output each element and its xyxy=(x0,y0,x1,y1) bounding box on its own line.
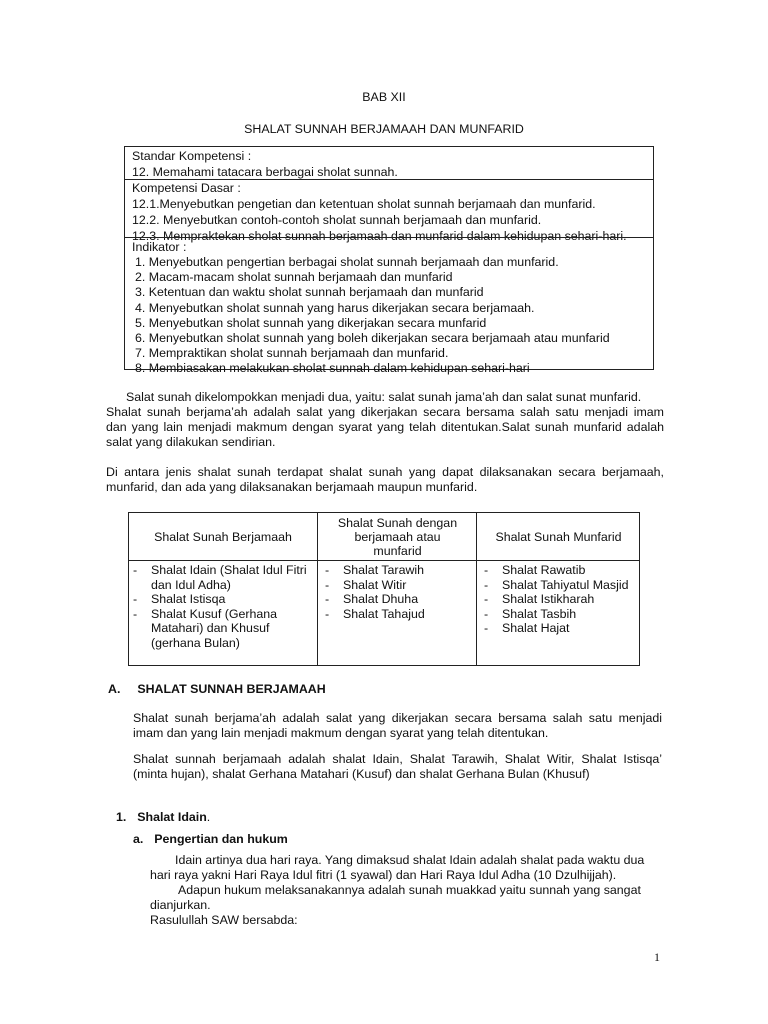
text-line: Adapun hukum melaksanakannya adalah sunah muakkad yaitu sunnah yang sangat xyxy=(178,883,641,897)
text-line: Shalat sunah berjama’ah adalah salat yang dikerjakan secara bersama salah satu menjadi imam xyxy=(106,405,664,419)
section-title: Shalat Idain xyxy=(137,810,207,824)
standar-kompetensi-label: Standar Kompetensi : xyxy=(132,149,252,163)
text-line: Salat sunah dikelompokkan menjadi dua, yaitu: salat sunah jama’ah dan salat sunat munfarid. xyxy=(126,390,642,404)
indikator-item: 3. Ketentuan dan waktu sholat sunnah berjamaah dan munfarid xyxy=(135,285,484,300)
list-item: - Shalat Tasbih xyxy=(484,606,577,621)
text-line: imam dan yang lain menjadi makmum dengan syarat yang telah ditentukan. xyxy=(133,726,549,740)
page-title: SHALAT SUNNAH BERJAMAAH DAN MUNFARID xyxy=(244,122,524,136)
table-col-munfarid xyxy=(484,563,636,636)
kompetensi-dasar-item: 12.2. Menyebutkan contoh-contoh sholat sunnah berjamaah dan munfarid. xyxy=(132,213,542,227)
intro-paragraph-2 xyxy=(106,465,664,495)
text-line: (minta hujan), shalat Gerhana Matahari (Kusuf) dan shalat Gerhana Bulan (Khusuf) xyxy=(133,767,590,781)
text-line: hari raya yakni Hari Raya Idul fitri (1 syawal) dan Hari Raya Idul Adha (10 Dzulhijjah). xyxy=(150,868,617,882)
kompetensi-dasar-section xyxy=(125,179,653,243)
kompetensi-dasar-item: 12.1.Menyebutkan pengetian dan ketentuan sholat sunnah berjamaah dan munfarid. xyxy=(132,197,596,211)
section-title: SHALAT SUNNAH BERJAMAAH xyxy=(137,682,326,696)
kompetensi-dasar-item: 12.3. Mempraktekan sholat sunnah berjamaah dan munfarid dalam kehidupan sehari-hari. xyxy=(132,229,627,243)
indikator-item: 4. Menyebutkan sholat sunnah yang harus dikerjakan secara berjamaah. xyxy=(135,300,535,315)
section-number: A. xyxy=(108,682,121,696)
subsection-title: Pengertian dan hukum xyxy=(154,832,288,846)
indikator-item: 2. Macam-macam sholat sunnah berjamaah dan munfarid xyxy=(135,270,453,285)
section-number: 1. xyxy=(116,810,127,824)
section-a-paragraph-2 xyxy=(133,752,662,782)
indikator-label: Indikator : xyxy=(132,240,187,254)
table-col-berjamaah xyxy=(133,563,313,650)
section-1-body xyxy=(150,853,662,928)
list-item: - Shalat Rawatib xyxy=(484,563,586,577)
standar-kompetensi-section xyxy=(125,147,653,179)
table-col-keduanya xyxy=(325,563,473,621)
list-item: - Shalat Kusuf (Gerhana Matahari) dan Khusuf (gerhana Bulan) xyxy=(133,606,278,650)
kompetensi-dasar-label: Kompetensi Dasar : xyxy=(132,181,241,195)
standar-kompetensi-item: 12. Memahami tatacara berbagai sholat sunnah. xyxy=(132,165,398,179)
indikator-item: 8. Membiasakan melakukan sholat sunnah dalam kehidupan sehari-hari xyxy=(135,361,530,376)
section-1-heading xyxy=(116,810,210,824)
indikator-item: 1. Menyebutkan pengertian berbagai sholat sunnah berjamaah dan munfarid. xyxy=(135,255,559,269)
text-line: munfarid, dan ada yang dilaksanakan berjamaah maupun munfarid. xyxy=(106,480,478,494)
table-header-keduanya: Shalat Sunah dengan berjamaah atau munfarid xyxy=(337,516,458,558)
subsection-number: a. xyxy=(133,832,144,846)
heading-trail: . xyxy=(206,810,211,824)
page-number: 1 xyxy=(654,950,660,964)
table-divider xyxy=(129,560,639,561)
table-header-munfarid: Shalat Sunah Munfarid xyxy=(495,530,622,544)
text-line: dan yang lain menjadi makmum dengan syarat yang telah ditentukan.Salat sunah munfarid adalah xyxy=(106,420,664,434)
chapter-label: BAB XII xyxy=(362,90,406,104)
list-item: - Shalat Istisqa xyxy=(133,592,226,606)
list-item: - Shalat Witir xyxy=(325,577,407,592)
indikator-item: 7. Mempraktikan sholat sunnah berjamaah dan munfarid. xyxy=(135,346,449,361)
section-a-heading xyxy=(108,682,326,696)
table-header-berjamaah: Shalat Sunah Berjamaah xyxy=(154,530,292,544)
section-a-paragraph-1 xyxy=(133,711,662,741)
intro-paragraph-1 xyxy=(106,390,664,450)
shalat-comparison-table xyxy=(128,512,640,666)
text-line: Rasulullah SAW bersabda: xyxy=(150,913,298,927)
table-divider xyxy=(317,513,318,665)
subsection-a-heading xyxy=(133,832,288,846)
kompetensi-box xyxy=(124,146,654,376)
list-item: - Shalat Istikharah xyxy=(484,592,595,606)
list-item: - Shalat Tarawih xyxy=(325,563,425,577)
list-item: - Shalat Dhuha xyxy=(325,592,419,606)
text-line: Shalat sunah berjama’ah adalah salat yang dikerjakan secara bersama salah satu menjadi xyxy=(133,711,662,725)
list-item: - Shalat Tahajud xyxy=(325,606,425,621)
indikator-item: 5. Menyebutkan sholat sunnah yang dikerjakan secara munfarid xyxy=(135,315,487,330)
text-line: dianjurkan. xyxy=(150,898,211,912)
list-item: - Shalat Tahiyatul Masjid xyxy=(484,577,629,592)
indikator-section xyxy=(125,237,653,376)
text-line: Shalat sunnah berjamaah adalah shalat Idain, Shalat Tarawih, Shalat Witir, Shalat Istisqa’ xyxy=(133,752,662,766)
text-line: Idain artinya dua hari raya. Yang dimaksud shalat Idain adalah shalat pada waktu dua xyxy=(175,853,645,867)
text-line: salat yang dilakukan sendirian. xyxy=(106,435,276,449)
list-item: - Shalat Hajat xyxy=(484,621,570,635)
indikator-item: 6. Menyebutkan sholat sunnah yang boleh dikerjakan secara berjamaah atau munfarid xyxy=(135,330,610,345)
list-item: - Shalat Idain (Shalat Idul Fitri dan Idul Adha) xyxy=(133,563,307,592)
text-line: Di antara jenis shalat sunah terdapat shalat sunah yang dapat dilaksanakan secara berjamaah, xyxy=(106,465,664,479)
table-divider xyxy=(476,513,477,665)
